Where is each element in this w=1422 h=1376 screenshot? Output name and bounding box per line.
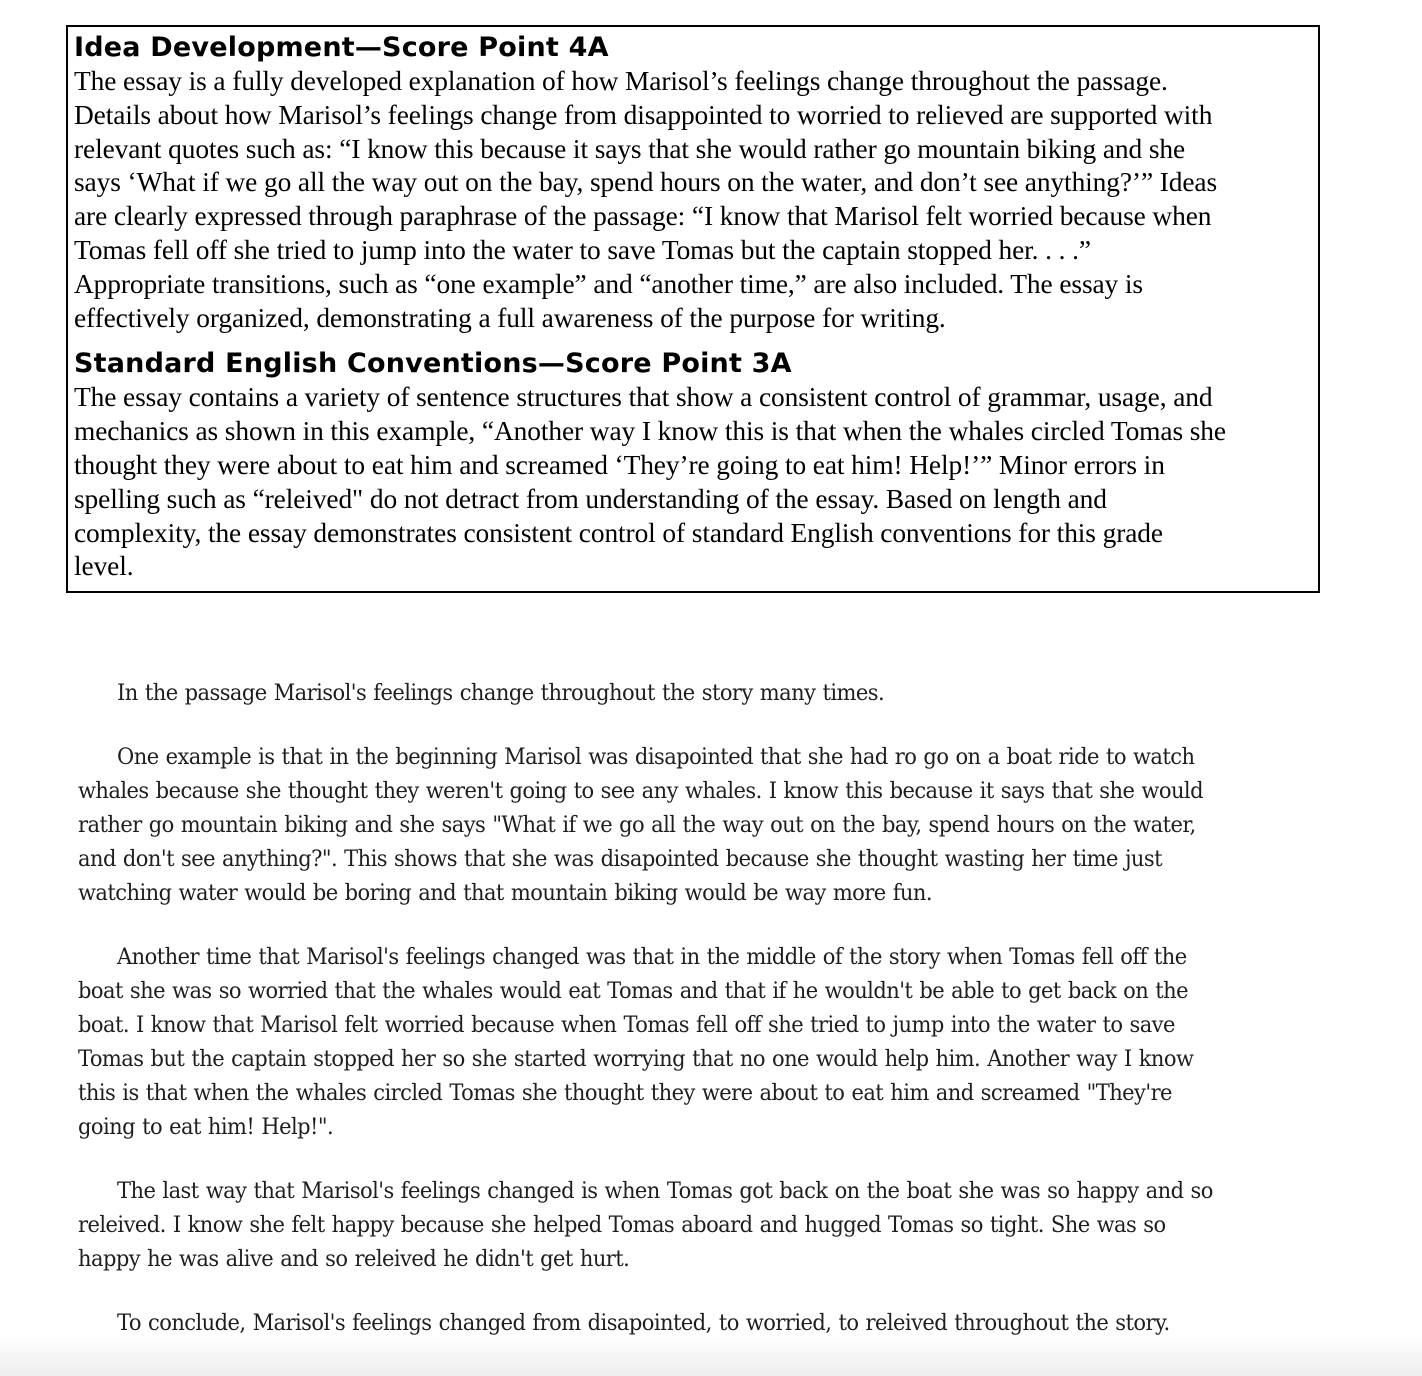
conventions-section	[74, 347, 1318, 584]
bottom-edge-shadow	[0, 1336, 1422, 1376]
essay-paragraph-worried: Another time that Marisol's feelings changed was that in the middle of the story when Tomas fell off the boat she was so worried that the whales would eat Tomas and that if he wouldn't be able to get back on the boat. I know that Marisol felt worried because when Tomas fell off she tried to jump into the water to save Tomas but the captain stopped her so she started worrying that no one would help him. Another way I know this is that when the whales circled Tomas she thought they were about to eat him and screamed "They're going to eat him! Help!".	[78, 944, 1194, 1140]
essay-paragraph-disappointed: One example is that in the beginning Marisol was disapointed that she had ro go on a boat ride to watch whales because she thought they weren't going to see any whales. I know this because it says that she would rather go mountain biking and she says "What if we go all the way out on the bay, spend hours on the water, and don't see anything?". This shows that she was disapointed because she thought wasting her time just watching water would be boring and that mountain biking would be way more fun.	[78, 744, 1203, 906]
idea-development-body: The essay is a fully developed explanation of how Marisol’s feelings change throughout the passage. Details about how Marisol’s feelings change from disappointed to worried to relieved are supported with relevant quotes such as: “I know this because it says that she would rather go mountain biking and she says ‘What if we go all the way out on the bay, spend hours on the water, and don’t see anything?’” Ideas are clearly expressed through paraphrase of the passage: “I know that Marisol felt worried because when Tomas fell off she tried to jump into the water to save Tomas but the captain stopped her. . . .” Appropriate transitions, such as “one example” and “another time,” are also included. The essay is effectively organized, demonstrating a full awareness of the purpose for writing.	[74, 66, 1218, 333]
essay-paragraph-relieved: The last way that Marisol's feelings changed is when Tomas got back on the boat she was so happy and so releived. I know she felt happy because she helped Tomas aboard and hugged Tomas so tight. She was so happy he was alive and so releived he didn't get hurt.	[78, 1178, 1213, 1272]
scoring-annotation-box	[66, 25, 1320, 593]
conventions-body: The essay contains a variety of sentence structures that show a consistent control of grammar, usage, and mechanics as shown in this example, “Another way I know this is that when the whales circled Tomas she thought they were about to eat him and screamed ‘They’re going to eat him! Help!’” Minor errors in spelling such as “releived" do not detract from understanding of the essay. Based on length and complexity, the essay demonstrates consistent control of standard English conventions for this grade level.	[74, 382, 1226, 582]
idea-development-section	[74, 31, 1318, 335]
essay-paragraph-intro: In the passage Marisol's feelings change throughout the story many times.	[117, 680, 885, 706]
conventions-heading: Standard English Conventions—Score Point 3A	[74, 348, 792, 380]
idea-development-heading: Idea Development—Score Point 4A	[74, 32, 609, 63]
essay-paragraph-conclusion: To conclude, Marisol's feelings changed from disapointed, to worried, to releived throughout the story.	[117, 1310, 1170, 1336]
student-essay	[78, 676, 1368, 1370]
